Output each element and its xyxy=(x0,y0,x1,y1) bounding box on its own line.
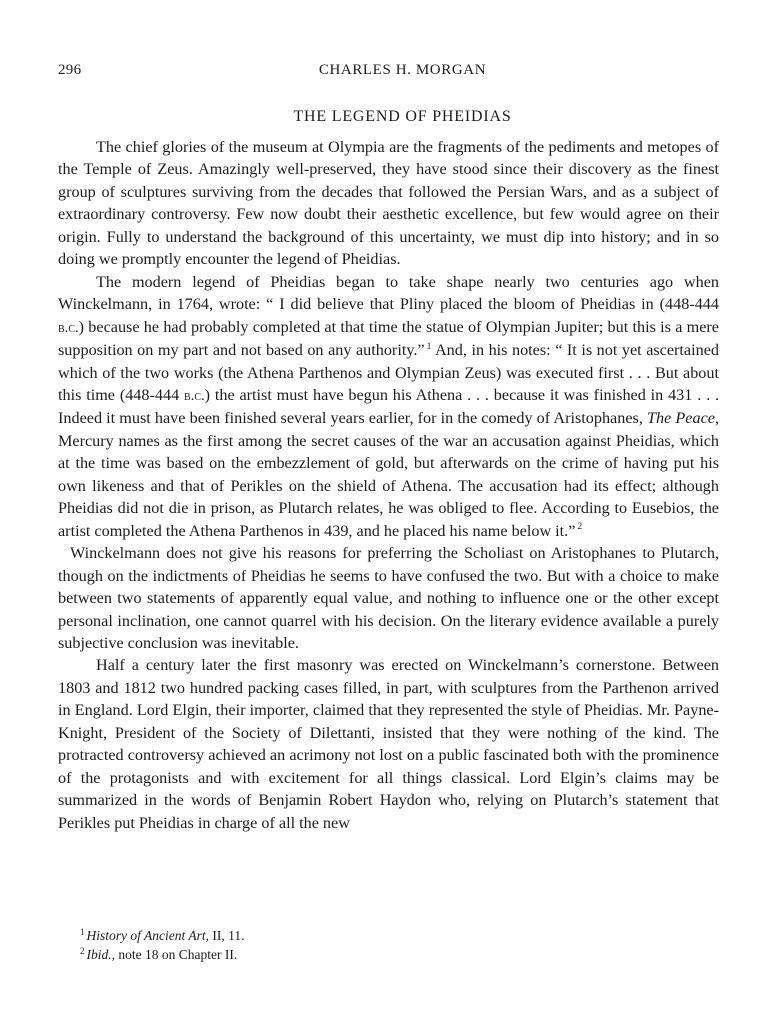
footnote-marker: 1 xyxy=(80,926,85,937)
paragraph-2-text: Mercury names as the first among the secret causes of the war an accusation against Pheidias, which at the time was based on the embezzlement of gold, but afterwards on the crime of having put his own likeness and that of Perikles on the shield of Athena. The accusation had its effect; although Pheidias did not die in prison, as Plutarch relates, he was obliged to flee. According to Eusebios, the artist completed the Athena Parthenos in 439, and he placed his name below it.” xyxy=(58,431,719,540)
paragraph-2-text: And, in his notes: “ It is not yet ascertained which of the two works (the Athena Parthenos and Olympian Zeus) was executed first . . . But about this time (448-444 xyxy=(58,341,719,404)
era-abbreviation: b.c. xyxy=(184,387,205,404)
running-title: CHARLES H. MORGAN xyxy=(318,62,487,78)
work-title-the-peace: The Peace, xyxy=(647,409,719,428)
paragraph-2-text: ) the artist must have begun his Athena . . . because it was finished in 431 . . . Indeed it must have been finished several years earlier, for in the comedy of Aristophanes, xyxy=(58,385,719,428)
article-title: THE LEGEND OF PHEIDIAS xyxy=(293,108,512,125)
paragraph-2-text: ) because he had probably completed at that time the statue of Olympian Jupiter; but this is a mere supposition on my part and not based on any authority.” xyxy=(58,317,719,360)
footnote-source-title: History of Ancient Art, xyxy=(86,928,209,943)
page-number: 296 xyxy=(58,62,82,78)
footnote-source-title: Ibid., xyxy=(86,947,115,962)
paragraph-4: Half a century later the first masonry was erected on Winckelmann’s cornerstone. Between 1803 and 1812 two hundred packing cases filled, in part, with sculptures from the Parthenon arrived in England. Lord Elgin, their importer, claimed that they represented the style of Pheidias. Mr. Payne-Knight, President of the Society of Dilettanti, insisted that they were nothing of the kind. The protracted controversy achieved an acrimony not lost on a public fascinated both with the prominence of the protagonists and with excitement for all things classical. Lord Elgin’s claims may be summarized in the words of Benjamin Robert Haydon who, relying on Plutarch’s statement that Perikles put Pheidias in charge of all the new xyxy=(58,656,719,832)
footnote-text: note 18 on Chapter II. xyxy=(115,947,238,962)
footnote-reference-1[interactable]: 1 xyxy=(426,341,432,352)
paragraph-3: Winckelmann does not give his reasons for preferring the Scholiast on Aristophanes to Plutarch, though on the indictments of Pheidias he seems to have confused the two. But with a choice to make between two statements of apparently equal value, and nothing to influence one or the other except personal inclination, one cannot quarrel with his decision. On the literary evidence available a purely subjective conclusion was inevitable. xyxy=(58,544,719,652)
era-abbreviation: b.c. xyxy=(58,319,79,336)
footnotes xyxy=(80,926,680,964)
article-body xyxy=(58,136,719,834)
footnote-2 xyxy=(80,945,680,964)
paragraph-2-text: The modern legend of Pheidias began to take shape nearly two centuries ago when Winckelmann, in 1764, wrote: “ I did believe that Pliny placed the bloom of Pheidias in (448-444 xyxy=(58,272,719,314)
running-head xyxy=(0,62,777,86)
paragraph-1: The chief glories of the museum at Olympia are the fragments of the pediments and metopes of the Temple of Zeus. Amazingly well-preserved, they have stood since their discovery as the finest group of sculptures surviving from the decades that followed the Persian Wars, and as a subject of extraordinary controversy. Few now doubt their aesthetic excellence, but few would agree on their origin. Fully to understand the background of this uncertainty, we must dip into history; and in so doing we promptly encounter the legend of Pheidias. xyxy=(58,138,719,269)
footnote-1 xyxy=(80,926,680,945)
paragraph-2 xyxy=(58,271,719,542)
footnote-marker: 2 xyxy=(80,945,85,956)
footnote-reference-2[interactable]: 2 xyxy=(577,522,583,533)
footnote-text: II, 11. xyxy=(209,928,245,943)
